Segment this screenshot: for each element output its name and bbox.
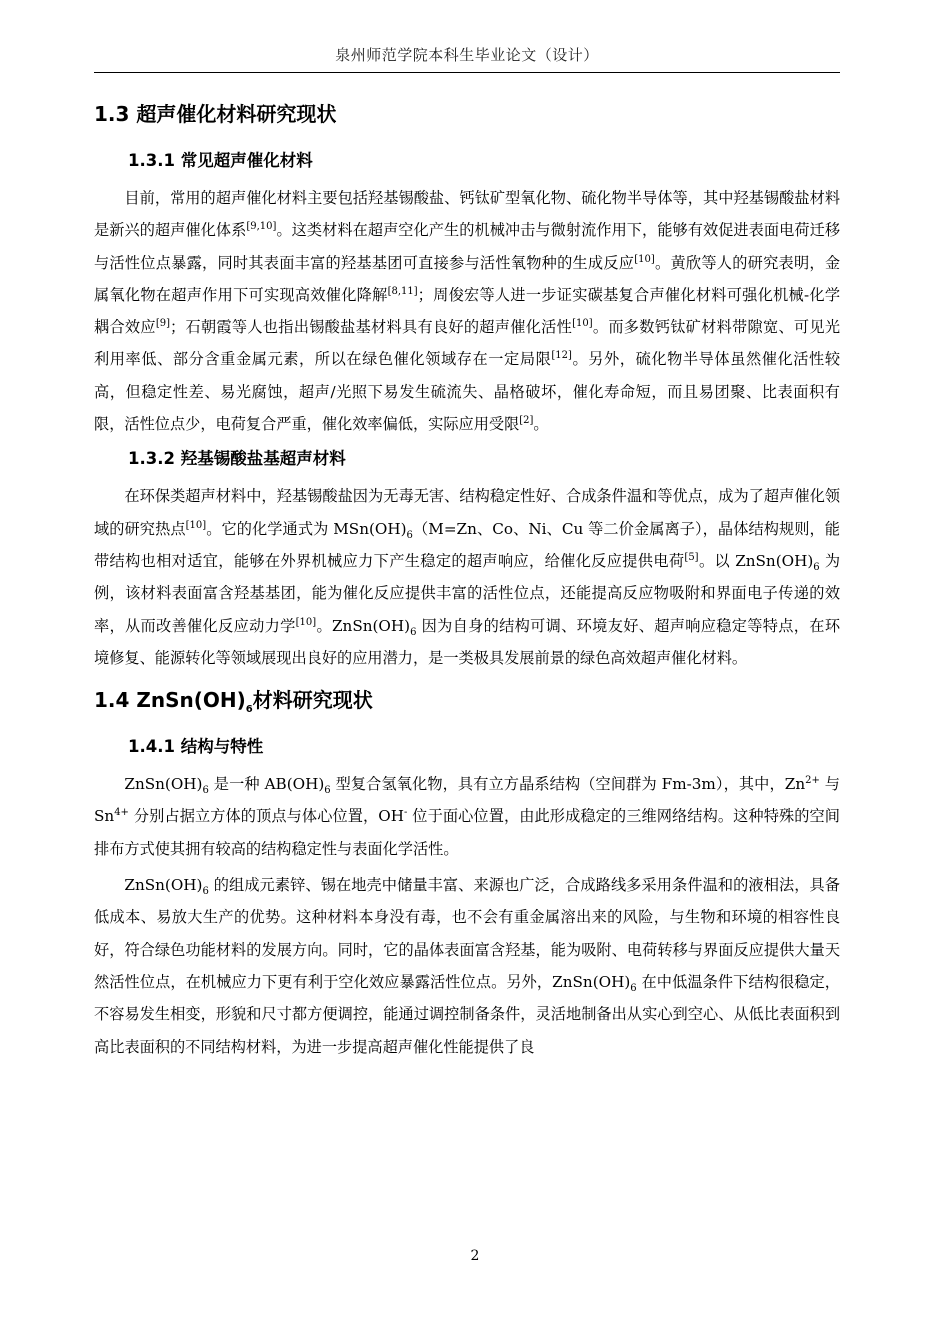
subsection-1-3-2-heading: 1.3.2 羟基锡酸盐基超声材料 (128, 449, 346, 469)
subsection-1-4-1-heading: 1.4.1 结构与特性 (128, 737, 264, 757)
page-number: 2 (470, 1248, 480, 1264)
citation: [10] (295, 616, 317, 628)
citation: [9,10] (246, 221, 277, 233)
citation: [5] (684, 551, 699, 563)
paragraph-properties: $ZnSn(OH)_6$ 的组成元素锌、锡在地壳中储量丰富、来源也广泛，合成路线多采用条件温和的液相法，具备低成本、易放大生产的优势。这种材料本身没有毒，也不会有重金属溶出来的风险，与生物和环境的相容性良好，符合绿色功能材料的发展方向。同时，它的晶体表面富含羟基，能为吸附、电荷转移与界面反应提供大量天然活性位点，在机械应力下更有利于空化效应暴露活性位点。另外，$ZnSn(OH)_6$ 在中低温条件下结构很稳定，不容易发生相变，形貌和尺寸都方便调控，能通过调控制备条件，灵活地制备出从实心到空心、从低比表面积到高比表面积的不同结构材料，为进一步提高超声催化性能提供了良 (94, 876, 840, 1056)
citation: [8,11] (387, 285, 418, 297)
citation: [10] (185, 519, 207, 531)
paragraph-hydroxystannate: 在环保类超声材料中，羟基锡酸盐因为无毒无害、结构稳定性好、合成条件温和等优点，成为了超声催化领域的研究热点[10]。它的化学通式为 $MSn(OH)_6(M=Zn$、Co、Ni、Cu 等二价金属离子），晶体结构规则，能带结构也相对适宜，能够在外界机械应力下产生稳定的超声响应，给催化反应提供电荷[5]。以 $ZnSn(OH)_6$ 为例，该材料表面富含羟基基团，能为催化反应提供丰富的活性位点，还能提高反应物吸附和界面电子传递的效率，从而改善催化反应动力学[10]。$ZnSn(OH)_6$ 因为自身的结构可调、环境友好、超声响应稳定等特点，在环境修复、能源转化等领域展现出良好的应用潜力，是一类极具发展前景的绿色高效超声催化材料。 (94, 487, 841, 667)
paragraph-structure: $ZnSn(OH)_6$ 是一种 $AB(OH)_6$ 型复合氢氧化物，具有立方晶系结构（空间群为 Fm-3m），其中，$Zn^{2+}$ 与 $Sn^{4+}$ 分别占据立方体的顶点与体心位置，OH- 位于面心位置，由此形成稳定的三维网络结构。这种特殊的空间排布方式使其拥有较高的结构稳定性与表面化学活性。 (94, 775, 840, 858)
subsection-1-3-1-heading: 1.3.1 常见超声催化材料 (128, 151, 313, 170)
citation: [10] (634, 253, 655, 265)
header-rule (94, 72, 840, 73)
section-1-4-heading: 1.4 $ZnSn(OH)_6$材料研究现状 (94, 688, 373, 716)
main-content (94, 96, 840, 1063)
running-header: 泉州师范学院本科生毕业论文（设计） (335, 46, 599, 64)
citation: [2] (519, 415, 534, 427)
citation: [10] (572, 318, 593, 330)
citation: [9] (155, 318, 171, 330)
citation: [12] (551, 350, 572, 362)
paragraph-common-sonocatalysts: 目前，常用的超声催化材料主要包括羟基锡酸盐、钙钛矿型氧化物、硫化物半导体等，其中羟基锡酸盐材料是新兴的超声催化体系[9,10]。这类材料在超声空化产生的机械冲击与微射流作用下，能够有效促进表面电荷迁移与活性位点暴露，同时其表面丰富的羟基基团可直接参与活性氧物种的生成反应[10]。黄欣等人的研究表明，金属氧化物在超声作用下可实现高效催化降解[8,11]；周俊宏等人进一步证实碳基复合声催化材料可强化机械-化学耦合效应[9]；石朝霞等人也指出锡酸盐基材料具有良好的超声催化活性[10]。而多数钙钛矿材料带隙宽、可见光利用率低、部分含重金属元素，所以在绿色催化领域存在一定局限[12]。另外，硫化物半导体虽然催化活性较高，但稳定性差、易光腐蚀，超声/光照下易发生硫流失、晶格破坏，催化寿命短，而且易团聚、比表面积有限，活性位点少，电荷复合严重，催化效率偏低，实际应用受限[2]。 (94, 189, 841, 434)
section-1-3-heading: 1.3 超声催化材料研究现状 (94, 102, 337, 126)
